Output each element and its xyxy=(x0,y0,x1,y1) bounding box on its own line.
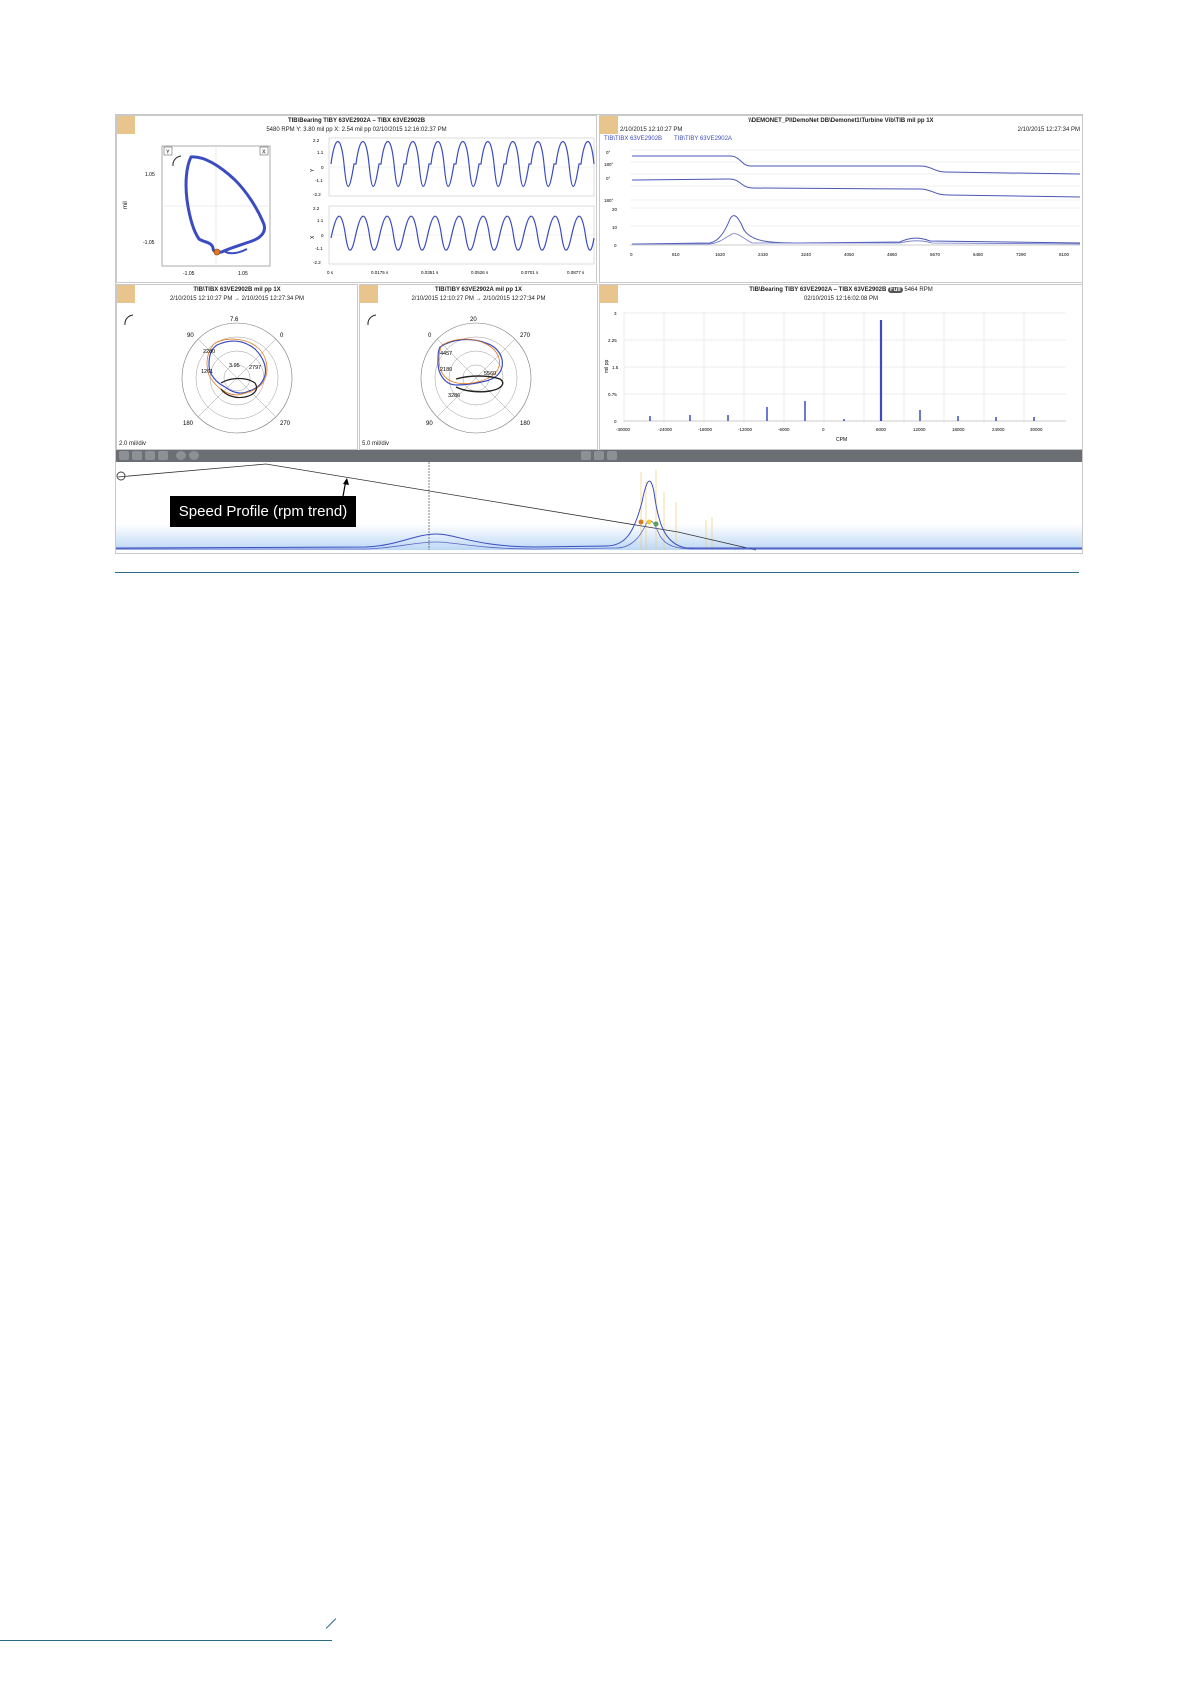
polar-a-title: TIB\TIBY 63VE2902A mil pp 1X xyxy=(434,287,523,293)
trend-legend-1[interactable]: TIB\TIBX 63VE2902B xyxy=(604,136,663,142)
waveform-ytick: -2.2 xyxy=(313,192,321,197)
trend-xtick: 4860 xyxy=(887,252,898,257)
rotation-direction-icon xyxy=(368,315,376,325)
trend-end-time: 2/10/2015 12:27:34 PM xyxy=(1017,127,1080,133)
polar-b-angle: 270 xyxy=(280,421,291,427)
polar-a-angle: 90 xyxy=(426,421,433,427)
timeline-marker xyxy=(639,520,644,525)
polar-a-angle: 180 xyxy=(520,421,531,427)
spectrum-xtick: 6000 xyxy=(876,427,887,432)
polar-b-annotation: 3.95 xyxy=(229,363,240,369)
spectrum-subtitle: 02/10/2015 12:16:02.08 PM xyxy=(803,296,879,302)
trend-xtick: 4050 xyxy=(844,252,855,257)
orbit-title: TIB\Bearing TIBY 63VE2902A – TIBX 63VE2902B xyxy=(287,118,426,124)
trend-pane xyxy=(599,115,1083,283)
polar-a-scale: 5.0 mil/div xyxy=(362,441,390,447)
footer-rule xyxy=(0,1640,332,1641)
orbit-xtick: 1.05 xyxy=(238,271,248,277)
polar-a-pane xyxy=(359,284,598,450)
trend-xtick: 8100 xyxy=(1059,252,1070,257)
spectrum-xtick: -18000 xyxy=(698,427,713,432)
phase-tick: 0° xyxy=(606,150,611,155)
polar-b-angle: 180 xyxy=(183,421,194,427)
orbit-plot xyxy=(117,134,307,284)
waveform-axis-y: Y xyxy=(310,168,316,172)
waveform-ytick: 2.2 xyxy=(313,138,320,143)
phase-tick: 0° xyxy=(606,176,611,181)
polar-a-ring-label: 20 xyxy=(470,317,477,323)
waveform-plot xyxy=(311,134,596,284)
spectrum-ytick: 1.5 xyxy=(612,365,619,370)
orbit-ytick: -1.05 xyxy=(143,240,155,246)
phase-trace-2 xyxy=(632,179,1080,197)
spectrum-ytick: 0.75 xyxy=(608,392,617,397)
phase-trace-1 xyxy=(632,156,1080,174)
phase-tick: 180° xyxy=(604,162,614,167)
waveform-xtick: 0.0175 s xyxy=(371,270,389,275)
polar-b-pane xyxy=(116,284,358,450)
spectrum-xtick: -6000 xyxy=(778,427,790,432)
waveform-axis-x: X xyxy=(310,235,316,239)
spectrum-xtick: -12000 xyxy=(738,427,753,432)
step-forward-button[interactable] xyxy=(607,451,617,460)
polar-b-angle: 90 xyxy=(187,333,194,339)
spectrum-xtick: -30000 xyxy=(616,427,631,432)
polar-b-subtitle: 2/10/2015 12:10:27 PM → 2/10/2015 12:27:34 PM xyxy=(169,296,305,302)
waveform-bottom xyxy=(313,206,594,265)
orbit-xtick: -1.05 xyxy=(183,271,195,277)
next-button[interactable] xyxy=(145,451,155,460)
spectrum-xtick: 30000 xyxy=(1030,427,1043,432)
zoom-out-button[interactable] xyxy=(189,451,199,460)
spectrum-title: TIB\Bearing TIBY 63VE2902A – TIBX 63VE2902B xyxy=(749,287,887,293)
trend-title: \\DEMONET_PI\DemoNet DB\Demonet1\Turbine Vib\TIB mil pp 1X xyxy=(748,118,934,124)
polar-b-annotation: 1261 xyxy=(201,369,214,375)
spectrum-ytick: 3 xyxy=(614,311,617,316)
trend-xtick: 0 xyxy=(630,252,633,257)
first-button[interactable] xyxy=(119,451,129,460)
play-button[interactable] xyxy=(594,451,604,460)
spectrum-ytick: 2.25 xyxy=(608,338,617,343)
orbit-ylabel: mil xyxy=(123,201,129,209)
polar-b-ring-label: 7.6 xyxy=(230,317,239,323)
prev-button[interactable] xyxy=(132,451,142,460)
waveform-ytick: -2.2 xyxy=(313,260,321,265)
polar-b-title: TIB\TIBX 63VE2902B mil pp 1X xyxy=(193,287,281,293)
waveform-xtick: 0 s xyxy=(327,270,334,275)
orbit-y-marker-label: Y xyxy=(166,149,170,156)
spectrum-pane xyxy=(599,284,1083,450)
waveform-ytick: 1.1 xyxy=(317,218,324,223)
trend-plot xyxy=(600,144,1084,282)
polar-b-angle: 0 xyxy=(280,333,284,339)
polar-a-annotation: 3286 xyxy=(448,393,461,399)
rotation-direction-icon xyxy=(125,315,133,325)
polar-b-scale: 2.0 mil/div xyxy=(119,441,147,447)
amp-tick: 20 xyxy=(612,207,618,212)
arrow-head-icon xyxy=(343,478,349,485)
amp-trace-1 xyxy=(632,216,1080,244)
polar-a-angle: 270 xyxy=(520,333,531,339)
orbit-waveform-pane xyxy=(116,115,597,283)
phase-chart xyxy=(604,150,1080,203)
polar-a-annotation: 4457 xyxy=(440,351,453,357)
speed-profile-callout: Speed Profile (rpm trend) xyxy=(170,496,356,527)
spectrum-xtick: -24000 xyxy=(658,427,673,432)
spectrum-full-badge[interactable]: Full xyxy=(890,287,901,293)
spectrum-xlabel: CPM xyxy=(836,437,848,443)
waveform-xtick: 0.0877 s xyxy=(567,270,585,275)
trend-start-time: 2/10/2015 12:10:27 PM xyxy=(620,127,683,133)
timeline-toolbar xyxy=(116,450,1082,462)
separator-rule xyxy=(115,572,1079,573)
spectrum-rpm: 5464 RPM xyxy=(904,287,933,293)
amplitude-chart xyxy=(612,207,1080,257)
waveform-ytick: 1.1 xyxy=(317,150,324,155)
polar-a-annotation: 5560 xyxy=(484,371,497,377)
spectrum-bars xyxy=(650,320,1034,421)
trend-xtick: 2430 xyxy=(758,252,769,257)
search-icon[interactable] xyxy=(117,472,125,480)
waveform-xtick: 0.0526 s xyxy=(471,270,489,275)
polar-b-plot xyxy=(117,303,359,449)
timeline-marker xyxy=(654,522,659,527)
amp-tick: 0 xyxy=(614,243,617,248)
orbit-x-marker-label: X xyxy=(262,149,266,156)
waveform-ytick: 2.2 xyxy=(313,206,320,211)
polar-b-annotation: 2797 xyxy=(249,365,262,371)
spectrum-title-row xyxy=(600,287,1082,293)
spectrum-xtick: 18000 xyxy=(952,427,965,432)
trend-xtick: 810 xyxy=(672,252,680,257)
analysis-screenshot xyxy=(115,114,1083,554)
polar-b-annotation: 2280 xyxy=(203,349,216,355)
spectrum-ytick: 0 xyxy=(614,419,617,424)
trend-xtick: 5670 xyxy=(930,252,941,257)
orbit-ytick: 1.05 xyxy=(145,172,155,178)
trend-xtick: 6480 xyxy=(973,252,984,257)
step-back-button[interactable] xyxy=(581,451,591,460)
waveform-xtick: 0.0351 s xyxy=(421,270,439,275)
polar-a-trace-blue xyxy=(438,340,502,385)
zoom-in-button[interactable] xyxy=(176,451,186,460)
amp-tick: 10 xyxy=(612,225,618,230)
spectrum-xtick: 24000 xyxy=(992,427,1005,432)
waveform-top xyxy=(313,138,594,197)
spectrum-plot xyxy=(600,303,1084,449)
trend-xtick: 3240 xyxy=(801,252,812,257)
spectrum-xtick: 12000 xyxy=(913,427,926,432)
trend-legend-2[interactable]: TIB\TIBY 63VE2902A xyxy=(674,136,732,142)
waveform-ytick: -1.1 xyxy=(315,246,323,251)
polar-a-subtitle: 2/10/2015 12:10:27 PM → 2/10/2015 12:27:34 PM xyxy=(411,296,546,302)
spectrum-ylabel: mil pp xyxy=(604,359,610,373)
waveform-ytick: -1.1 xyxy=(315,178,323,183)
polar-a-angle: 0 xyxy=(428,333,432,339)
phase-tick: 180° xyxy=(604,198,614,203)
spectrum-xtick: 0 xyxy=(822,427,825,432)
last-button[interactable] xyxy=(158,451,168,460)
trend-xtick: 1620 xyxy=(715,252,726,257)
orbit-keyphasor-dot xyxy=(214,249,220,255)
polar-a-plot xyxy=(360,303,599,449)
waveform-ytick: 0 xyxy=(321,233,324,238)
spectrum-grid xyxy=(624,311,1066,423)
timeline-marker xyxy=(647,520,652,525)
footer-rule-tick xyxy=(326,1618,337,1629)
trend-xtick: 7290 xyxy=(1016,252,1027,257)
polar-a-annotation: 2180 xyxy=(440,367,453,373)
waveform-ytick: 0 xyxy=(321,165,324,170)
orbit-subtitle: 5480 RPM Y: 3.80 mil pp X: 2.54 mil pp 02/10/2015 12:16:02.37 PM xyxy=(266,127,447,133)
waveform-xtick: 0.0701 s xyxy=(521,270,539,275)
